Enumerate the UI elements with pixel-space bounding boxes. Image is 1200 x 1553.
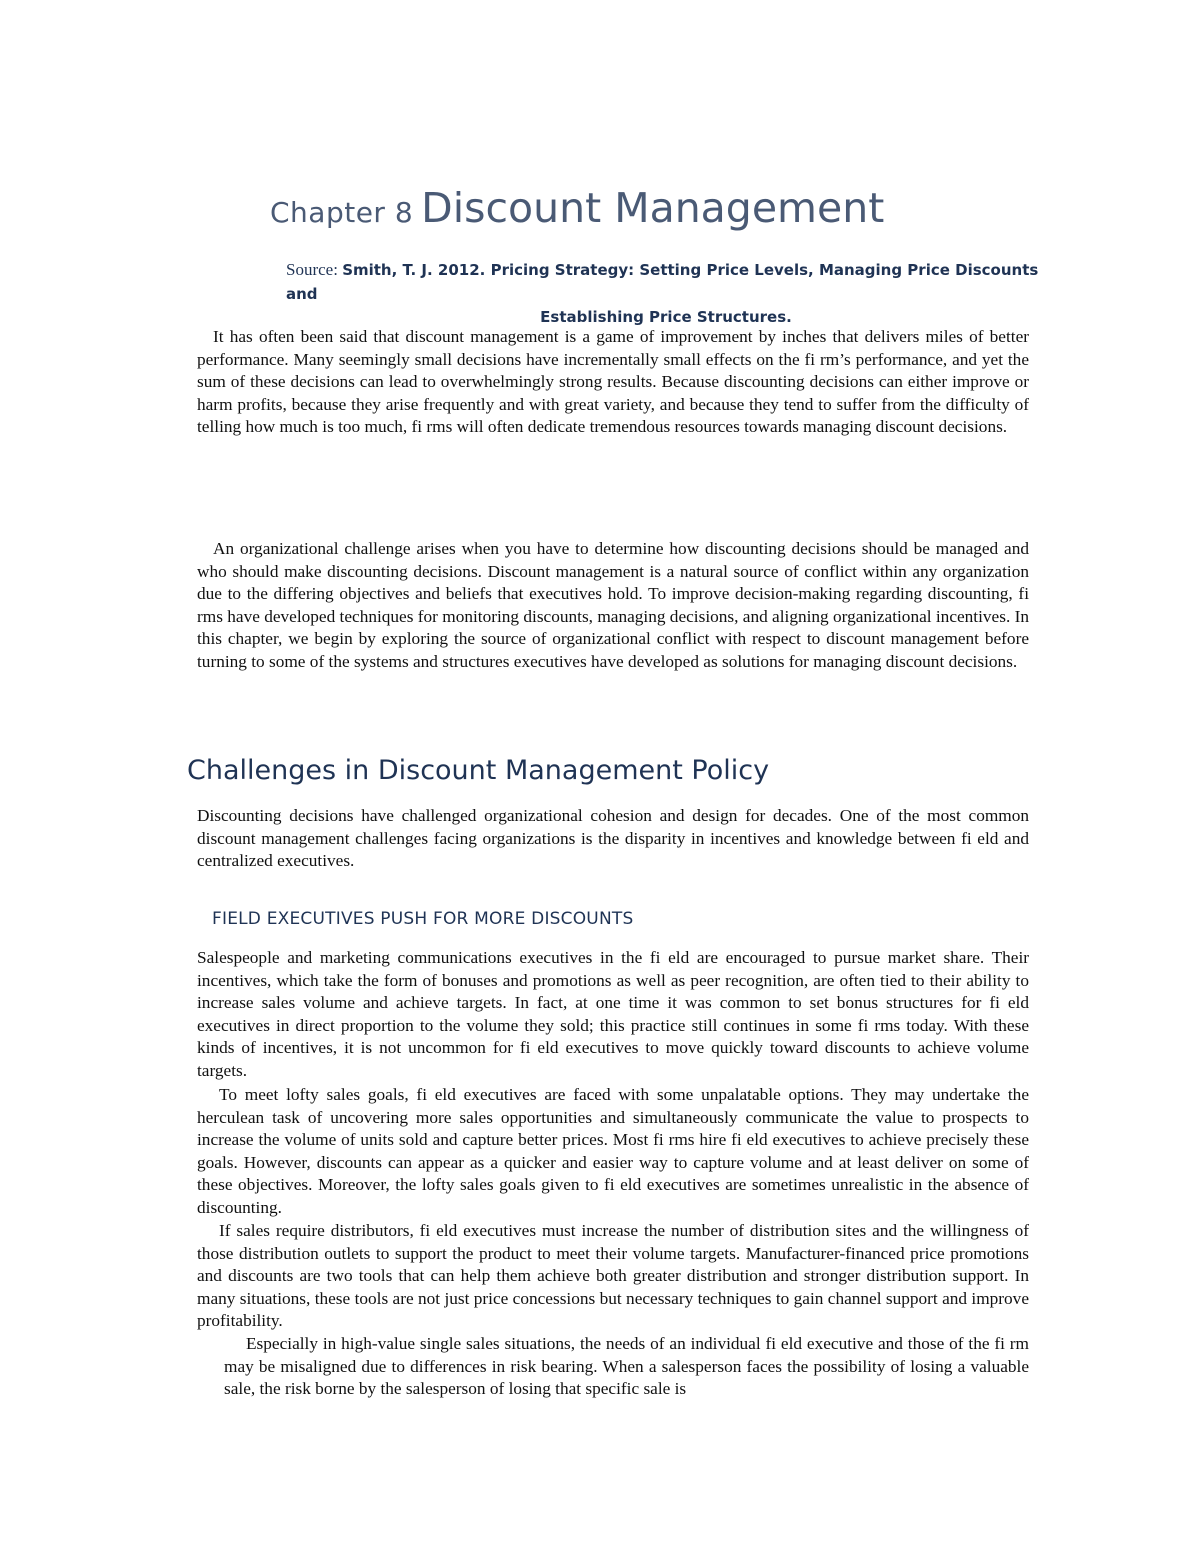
source-citation: [286, 258, 1046, 329]
subsection-heading: FIELD EXECUTIVES PUSH FOR MORE DISCOUNTS: [212, 909, 634, 929]
chapter-title: Discount Management: [421, 184, 885, 232]
intro-paragraph-2: An organizational challenge arises when you have to determine how discounting decisions should be managed and who should make discounting decisions. Discount management is a natural source of conflict within any organization due to the differing objectives and beliefs that executives hold. To improve decision-making regarding discounting, fi rms have developed techniques for monitoring discounts, managing decisions, and aligning organizational incentives. In this chapter, we begin by exploring the source of organizational conflict with respect to discount management before turning to some of the systems and structures executives have developed as solutions for managing discount decisions.: [197, 539, 1029, 671]
subsection-paragraph-1: Salespeople and marketing communications executives in the fi eld are encouraged to pursue market share. Their incentives, which take the form of bonuses and promotions as well as peer recognition, are often tied to their ability to increase sales volume and achieve targets. In fact, at one time it was common to set bonus structures for fi eld executives in direct proportion to the volume they sold; this practice still continues in some fi rms today. With these kinds of incentives, it is not uncommon for fi eld executives to move quickly toward discounts to achieve volume targets.: [197, 948, 1029, 1080]
citation-line-2: Establishing Price Structures.: [540, 308, 792, 326]
intro-paragraph-1: It has often been said that discount management is a game of improvement by inches that delivers miles of better performance. Many seemingly small decisions have incrementally small effects on the fi rm’s performance, and yet the sum of these decisions can lead to overwhelmingly strong results. Because discounting decisions can either improve or harm profits, because they arise frequently and with great variety, and because they tend to suffer from the difficulty of telling how much is too much, fi rms will often dedicate tremendous resources towards managing discount decisions.: [197, 327, 1029, 437]
section-paragraph: Discounting decisions have challenged organizational cohesion and design for decades. One of the most common discount management challenges facing organizations is the disparity in incentives and knowledge between fi eld and centralized executives.: [197, 806, 1029, 871]
source-label: Source:: [286, 260, 338, 279]
chapter-label: Chapter 8: [270, 196, 414, 229]
page-title: [270, 184, 884, 232]
citation-line-1: Smith, T. J. 2012. Pricing Strategy: Setting Price Levels, Managing Price Discounts and: [286, 261, 1039, 303]
subsection-paragraph-2: To meet lofty sales goals, fi eld executives are faced with some unpalatable options. They may undertake the herculean task of uncovering more sales opportunities and simultaneously communicate the value to prospects to increase the volume of units sold and capture better prices. Most fi rms hire fi eld executives to achieve precisely these goals. However, discounts can appear as a quicker and easier way to capture volume and at least deliver on some of these objectives. Moreover, the lofty sales goals given to fi eld executives are sometimes unrealistic in the absence of discounting.: [197, 1085, 1029, 1217]
section-heading: Challenges in Discount Management Policy: [187, 755, 770, 786]
subsection-paragraph-4: Especially in high-value single sales situations, the needs of an individual fi eld executive and those of the fi rm may be misaligned due to differences in risk bearing. When a salesperson faces the possibility of losing a valuable sale, the risk borne by the salesperson of losing that specific sale is: [224, 1334, 1029, 1399]
subsection-paragraph-3: If sales require distributors, fi eld executives must increase the number of distribution sites and the willingness of those distribution outlets to support the product to meet their volume targets. Manufacturer-financed price promotions and discounts are two tools that can help them achieve both greater distribution and stronger distribution support. In many situations, these tools are not just price concessions but necessary techniques to gain channel support and improve profitability.: [197, 1221, 1029, 1331]
